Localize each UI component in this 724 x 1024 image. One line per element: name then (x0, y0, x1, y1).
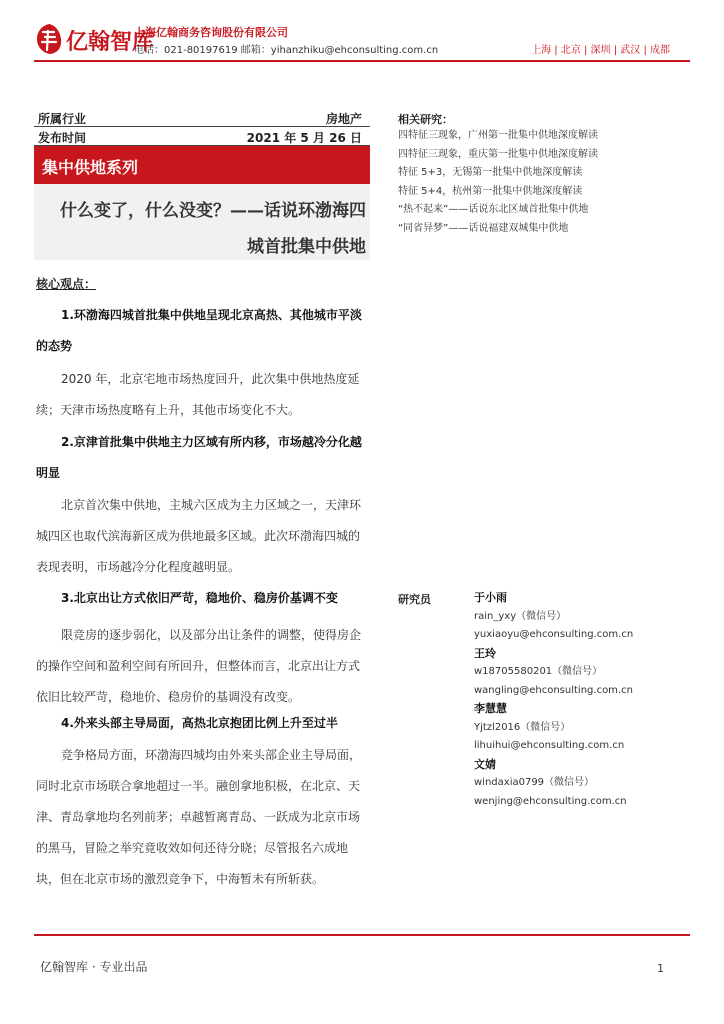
related-link[interactable]: 特征 5+4，杭州第一批集中供地深度解读 (398, 185, 583, 197)
researcher-email[interactable]: yuxiaoyu@ehconsulting.com.cn (474, 629, 634, 640)
industry-row (34, 108, 370, 126)
point-2-text: 北京首次集中供地，主城六区成为主力区域之一，天津环城四区也取代滨海新区成为供地最多区域。此次环渤海四城的表现表明，市场越冷分化程度越明显。 (36, 498, 362, 574)
contact-info: 电话：021-80197619 邮箱：yihanzhiku@ehconsulting.com.cn (134, 45, 439, 56)
point-3-text: 限竞房的逐步弱化，以及部分出让条件的调整，使得房企的操作空间和盈利空间有所回升，但整体而言，北京出让方式依旧比较严苛，稳地价、稳房价的基调没有改变。 (36, 628, 362, 704)
office-cities: 上海 | 北京 | 深圳 | 武汉 | 成都 (531, 45, 670, 56)
date-label: 发布时间 (38, 131, 87, 145)
footer-credit: 亿翰智库 · 专业出品 (40, 960, 148, 974)
related-link[interactable]: 四特征三现象，重庆第一批集中供地深度解读 (398, 148, 598, 160)
researchers-label: 研究员 (398, 593, 431, 606)
related-research-heading: 相关研究： (398, 113, 453, 126)
related-link[interactable]: “同省异梦”——话说福建双城集中供地 (398, 222, 569, 234)
point-4-heading: 4.外来头部主导局面，高热北京抱团比例上升至过半 (61, 716, 338, 730)
researcher-email[interactable]: lihuihui@ehconsulting.com.cn (474, 740, 625, 751)
related-link[interactable]: 四特征三现象，广州第一批集中供地深度解读 (398, 130, 598, 141)
industry-value: 房地产 (325, 112, 362, 126)
researcher-wechat: rain_yxy（微信号） (474, 610, 567, 622)
researcher-name: 王玲 (474, 646, 496, 660)
company-name: 上海亿翰商务咨询股份有限公司 (134, 26, 288, 39)
footer-divider (34, 934, 690, 936)
related-link[interactable]: “热不起来”——话说东北区域首批集中供地 (398, 204, 589, 216)
report-title-line1: 什么变了，什么没变？——话说环渤海四 (60, 201, 366, 221)
point-1-text: 2020 年，北京宅地市场热度回升，此次集中供地热度延续；天津市场热度略有上升，其他市场变化不大。 (36, 372, 360, 417)
researcher-email[interactable]: wenjing@ehconsulting.com.cn (474, 795, 627, 807)
point-2-heading: 2.京津首批集中供地主力区域有所内移，市场越冷分化越明显 (36, 435, 362, 480)
researcher-name: 李慧慧 (474, 702, 507, 715)
related-link[interactable]: 特征 5+3，无锡第一批集中供地深度解读 (398, 167, 583, 179)
point-4-text: 竞争格局方面，环渤海四城均由外来头部企业主导局面，同时北京市场联合拿地超过一半。融创拿地积极，在北京、天津、青岛拿地均名列前茅；卓越暂离青岛、一跃成为北京市场的黑马，冒险之举究竟收效如何还待分晓；尽管报名六成地块，但在北京市场的激烈竞争下，中海暂未有所斩获。 (36, 748, 362, 886)
logo-text: 亿翰智库 (66, 30, 155, 55)
series-label: 集中供地系列 (42, 158, 139, 177)
researcher-email[interactable]: wangling@ehconsulting.com.cn (474, 684, 633, 696)
researcher-name: 文婧 (474, 757, 496, 771)
report-title-line2: 城首批集中供地 (247, 237, 366, 257)
logo-icon (34, 22, 64, 56)
researchers-list (474, 589, 704, 811)
date-row (34, 127, 370, 145)
page-number: 1 (657, 962, 664, 975)
date-value: 2021 年 5 月 26 日 (246, 131, 362, 145)
point-3-heading: 3.北京出让方式依旧严苛，稳地价、稳房价基调不变 (61, 591, 338, 605)
industry-label: 所属行业 (38, 112, 87, 126)
related-research-list (398, 127, 698, 239)
researcher-wechat: w18705580201（微信号） (474, 666, 603, 677)
researcher-name: 于小雨 (474, 591, 507, 604)
researcher-wechat: windaxia0799（微信号） (474, 777, 595, 788)
point-1-heading: 1.环渤海四城首批集中供地呈现北京高热、其他城市平淡的态势 (36, 308, 362, 353)
researcher-wechat: Yjtzl2016（微信号） (474, 721, 571, 733)
core-views-heading: 核心观点： (36, 277, 97, 291)
header-divider (34, 60, 690, 62)
